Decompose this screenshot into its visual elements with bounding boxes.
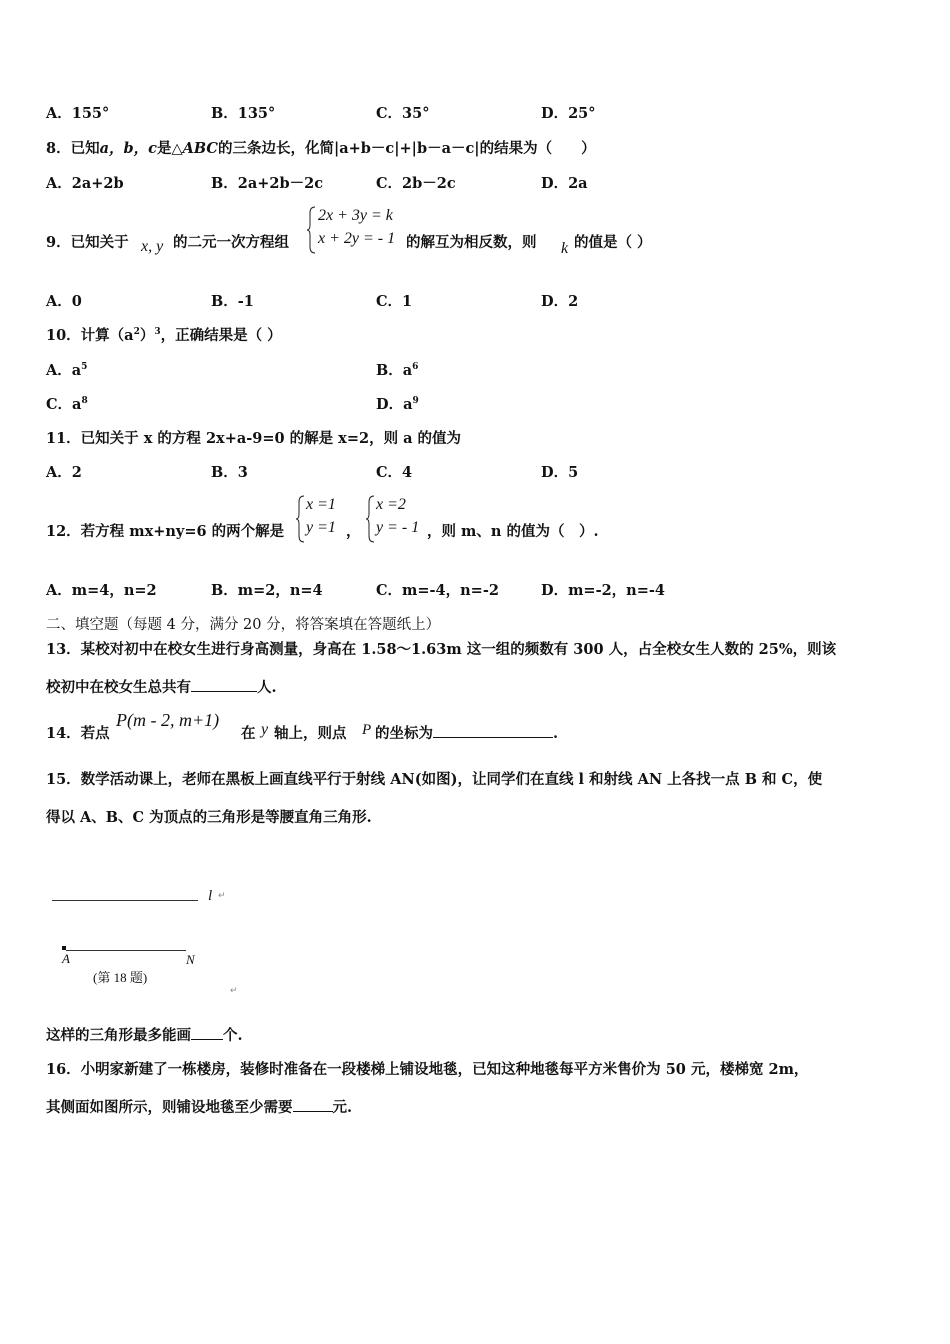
q14-mid: 在 bbox=[241, 725, 256, 742]
figure-caption: (第 18 题) bbox=[93, 970, 148, 985]
label-l: l bbox=[208, 888, 213, 904]
q12-option-a: A．m=4，n=2 bbox=[46, 582, 157, 599]
q9-option-c: C．1 bbox=[376, 293, 413, 310]
q9-pre: 9．已知关于 bbox=[46, 234, 129, 251]
q15-line3: 这样的三角形最多能画 个. bbox=[46, 1027, 243, 1044]
q7-option-a: A．155° bbox=[46, 105, 110, 122]
q16-line1: 16．小明家新建了一栋楼房，装修时准备在一段楼梯上铺设地毯，已知这种地毯每平方米售价为 50 元，楼梯宽 2m， bbox=[46, 1061, 809, 1078]
q11-option-a: A．2 bbox=[46, 464, 82, 481]
label-a: A bbox=[62, 951, 70, 966]
q12-option-b: B．m=2，n=4 bbox=[211, 582, 323, 599]
q12-s1-eq2: y =1 bbox=[306, 519, 336, 536]
q12-brace-1 bbox=[295, 494, 305, 544]
q11-option-d: D．5 bbox=[541, 464, 579, 481]
q14-pre: 14．若点 bbox=[46, 725, 110, 742]
q12-option-d: D．m=-2，n=-4 bbox=[541, 582, 665, 599]
q9-mid: 的二元一次方程组 bbox=[173, 234, 289, 251]
q13-line2: 校初中在校女生总共有 人. bbox=[46, 679, 277, 696]
q8-option-c: C．2b－2c bbox=[376, 175, 456, 192]
q13-blank[interactable] bbox=[191, 677, 257, 692]
q14-mid2: 轴上，则点 bbox=[274, 725, 347, 742]
q12-system-2 bbox=[376, 493, 419, 539]
q12-s2-eq1: x =2 bbox=[376, 496, 406, 513]
q10-option-c: C．$a^8$ bbox=[46, 396, 88, 413]
q14-blank[interactable] bbox=[433, 723, 553, 738]
q7-option-c: C．35° bbox=[376, 105, 430, 122]
q15-line1: 15．数学活动课上，老师在黑板上画直线平行于射线 AN(如图)，让同学们在直线 l 和射线 AN 上各找一点 B 和 C，使 bbox=[46, 771, 823, 788]
ray-an bbox=[66, 950, 186, 951]
q9-brace bbox=[306, 205, 316, 255]
q11-option-b: B．3 bbox=[211, 464, 248, 481]
q7-option-b: B．135° bbox=[211, 105, 276, 122]
q15-blank[interactable] bbox=[191, 1025, 223, 1040]
q14-post-wrap: 的坐标为 . bbox=[375, 725, 559, 742]
q12-brace-2 bbox=[365, 494, 375, 544]
q12-post: ，则 m、n 的值为（ ）. bbox=[427, 523, 599, 540]
q8-option-d: D．2a bbox=[541, 175, 588, 192]
q10-stem: 10．计算$(a^2)^3$，正确结果是（ ） bbox=[46, 327, 282, 344]
q8-option-a: A．2a+2b bbox=[46, 175, 124, 192]
q9-k: k bbox=[561, 240, 569, 257]
q10-option-d: D．$a^9$ bbox=[376, 396, 419, 413]
q9-end: 的值是（ ） bbox=[574, 234, 652, 251]
q8-option-b: B．2a+2b－2c bbox=[211, 175, 324, 192]
q10-option-b: B．$a^6$ bbox=[376, 362, 419, 379]
label-n: N bbox=[186, 952, 195, 967]
return-mark-2: ↵ bbox=[230, 985, 238, 995]
q9-eq1: 2x + 3y = k bbox=[318, 207, 393, 224]
q12-pre: 12．若方程 mx+ny=6 的两个解是 bbox=[46, 523, 285, 540]
q8-stem: 8．已知a，b，c是△ABC的三条边长，化简|a+b－c|+|b－a－c|的结果为（ ） bbox=[46, 140, 596, 157]
q14-p: P bbox=[362, 722, 372, 738]
q14-point: P(m - 2, m+1) bbox=[116, 710, 220, 730]
q13-line1: 13．某校对初中在校女生进行身高测量，身高在 1.58～1.63m 这一组的频数有 300 人，占全校女生人数的 25%，则该 bbox=[46, 641, 837, 658]
q15-line2: 得以 A、B、C 为顶点的三角形是等腰直角三角形. bbox=[46, 809, 372, 826]
q9-xy: x, y bbox=[141, 238, 164, 255]
q9-eq2: x + 2y = - 1 bbox=[318, 230, 396, 247]
section-heading: 二、填空题（每题 4 分，满分 20 分，将答案填在答题纸上） bbox=[46, 617, 441, 633]
q16-line2: 其侧面如图所示，则铺设地毯至少需要 元. bbox=[46, 1099, 353, 1116]
point-a-dot bbox=[62, 946, 66, 950]
q12-comma: ， bbox=[346, 523, 361, 540]
q11-stem: 11．已知关于 x 的方程 2x+a-9=0 的解是 x=2，则 a 的值为 bbox=[46, 430, 462, 447]
q14-y: y bbox=[261, 721, 269, 738]
q9-system bbox=[318, 204, 395, 250]
q16-blank[interactable] bbox=[293, 1097, 333, 1112]
q7-option-d: D．25° bbox=[541, 105, 596, 122]
q12-s1-eq1: x =1 bbox=[306, 496, 336, 513]
line-l bbox=[52, 900, 198, 901]
q10-option-a: A．$a^5$ bbox=[46, 362, 88, 379]
q12-system-1 bbox=[306, 493, 336, 539]
q9-option-a: A．0 bbox=[46, 293, 82, 310]
q12-option-c: C．m=-4，n=-2 bbox=[376, 582, 499, 599]
q11-option-c: C．4 bbox=[376, 464, 413, 481]
q9-option-b: B．-1 bbox=[211, 293, 254, 310]
return-mark-1: ↵ bbox=[218, 890, 226, 900]
q9-option-d: D．2 bbox=[541, 293, 579, 310]
q12-s2-eq2: y = - 1 bbox=[376, 519, 420, 536]
q9-post: 的解互为相反数，则 bbox=[406, 234, 537, 251]
